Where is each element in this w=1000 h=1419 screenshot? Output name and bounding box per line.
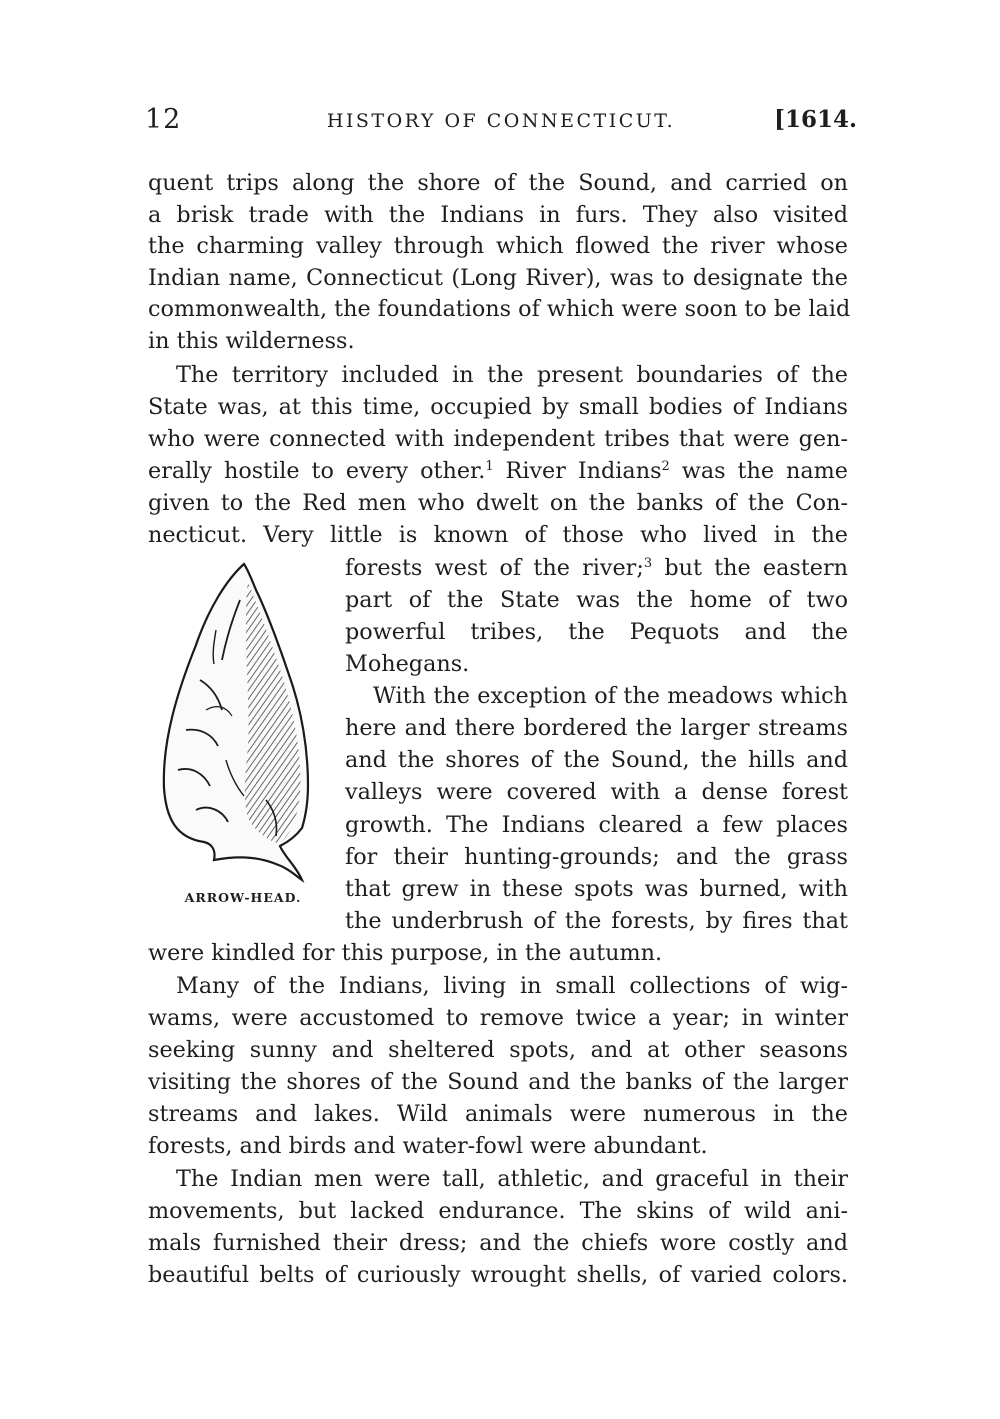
text-line: seeking sunny and sheltered spots, and at other seasons bbox=[148, 1037, 848, 1063]
text-line: movements, but lacked endurance. The skins of wild ani- bbox=[148, 1198, 848, 1224]
text-line: that grew in these spots was burned, with bbox=[345, 876, 848, 902]
text-line: were kindled for this purpose, in the autumn. bbox=[148, 940, 663, 966]
text-line: streams and lakes. Wild animals were numerous in the bbox=[148, 1101, 848, 1127]
text-line: necticut. Very little is known of those who lived in the bbox=[148, 522, 848, 548]
text-line: who were connected with independent tribes that were gen- bbox=[148, 426, 848, 452]
text-line: valleys were covered with a dense forest bbox=[345, 779, 848, 805]
text-line: With the exception of the meadows which bbox=[373, 683, 848, 709]
text-line: Many of the Indians, living in small collections of wig- bbox=[176, 973, 848, 999]
text-line bbox=[148, 456, 848, 488]
text-line: State was, at this time, occupied by small bodies of Indians bbox=[148, 394, 848, 420]
arrowhead-engraving-icon bbox=[156, 560, 336, 885]
text-line: beautiful belts of curiously wrought shells, of varied colors. bbox=[148, 1262, 848, 1288]
year-marker: [1614. bbox=[774, 106, 857, 133]
footnote-marker: 1 bbox=[485, 459, 494, 474]
running-title: HISTORY OF CONNECTICUT. bbox=[326, 110, 676, 132]
text-line: part of the State was the home of two bbox=[345, 587, 848, 613]
text-line: the underbrush of the forests, by fires that bbox=[345, 908, 848, 934]
text-line: Mohegans. bbox=[345, 651, 470, 677]
text-line: a brisk trade with the Indians in furs. They also visited bbox=[148, 202, 848, 228]
footnote-marker: 3 bbox=[643, 556, 653, 571]
text-line: wams, were accustomed to remove twice a year; in winter bbox=[148, 1005, 848, 1031]
text-line: and the shores of the Sound, the hills and bbox=[345, 747, 848, 773]
figure-caption: ARROW-HEAD. bbox=[184, 890, 302, 905]
line-part: River Indians bbox=[493, 458, 662, 484]
footnote-marker: 2 bbox=[661, 459, 670, 474]
text-line: visiting the shores of the Sound and the banks of the larger bbox=[148, 1069, 848, 1095]
page-number: 12 bbox=[145, 104, 182, 135]
text-line: for their hunting-grounds; and the grass bbox=[345, 844, 848, 870]
text-line: in this wilderness. bbox=[148, 328, 355, 354]
arrowhead-figure bbox=[150, 560, 336, 920]
text-line: powerful tribes, the Pequots and the bbox=[345, 619, 848, 645]
text-line: commonwealth, the foundations of which were soon to be laid bbox=[148, 296, 851, 322]
text-line bbox=[345, 553, 848, 585]
text-line: given to the Red men who dwelt on the banks of the Con- bbox=[148, 490, 848, 516]
line-part: was the name bbox=[669, 458, 848, 484]
text-line: mals furnished their dress; and the chiefs wore costly and bbox=[148, 1230, 848, 1256]
text-line: the charming valley through which flowed the river whose bbox=[148, 233, 848, 259]
text-line: Indian name, Connecticut (Long River), was to designate the bbox=[148, 265, 848, 291]
text-line: quent trips along the shore of the Sound, and carried on bbox=[148, 170, 848, 196]
text-line: The territory included in the present boundaries of the bbox=[176, 362, 848, 388]
line-part: but the eastern bbox=[652, 555, 848, 581]
line-part: erally hostile to every other. bbox=[148, 458, 486, 484]
text-line: The Indian men were tall, athletic, and graceful in their bbox=[176, 1166, 848, 1192]
line-part: forests west of the river; bbox=[345, 555, 644, 581]
running-header bbox=[145, 104, 857, 140]
text-line: here and there bordered the larger streams bbox=[345, 715, 848, 741]
text-line: growth. The Indians cleared a few places bbox=[345, 812, 848, 838]
text-line: forests, and birds and water-fowl were abundant. bbox=[148, 1133, 708, 1159]
